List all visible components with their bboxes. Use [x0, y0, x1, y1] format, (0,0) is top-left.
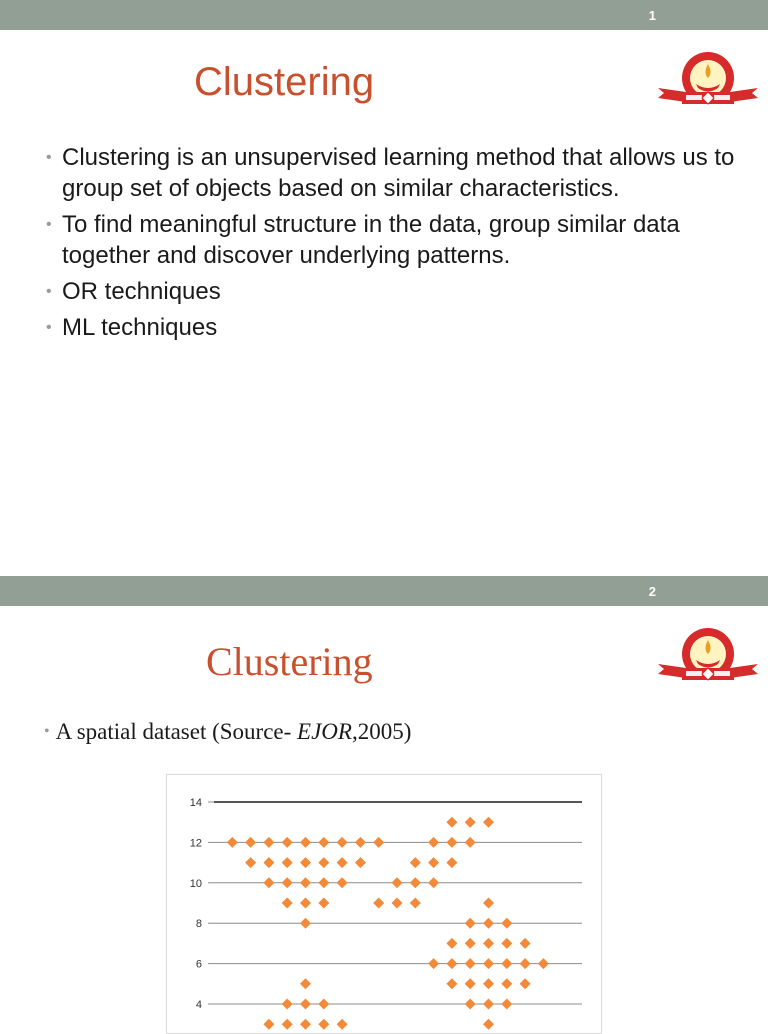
source-name: EJOR	[297, 719, 352, 744]
slide-number: 1	[648, 8, 656, 23]
list-item: • ML techniques	[46, 314, 218, 341]
slide-title: Clustering	[206, 639, 373, 684]
slide-title: Clustering	[194, 60, 375, 104]
slide-2	[0, 576, 768, 1024]
slide-header-bar	[0, 0, 768, 30]
slide-header-bar	[0, 576, 768, 606]
scatter-chart	[166, 774, 602, 1034]
bullet-dot-icon: •	[46, 149, 52, 166]
list-item: • OR techniques	[46, 278, 221, 305]
bullet-item: • A spatial dataset (Source- EJOR,2005)	[44, 719, 412, 744]
y-tick-label: 14	[189, 797, 202, 809]
chart-frame	[167, 775, 602, 1034]
y-tick-label: 10	[189, 877, 202, 890]
y-tick-label: 4	[195, 999, 202, 1011]
institute-emblem-icon	[656, 48, 760, 128]
y-tick-label: 6	[195, 958, 202, 971]
list-item: • To find meaningful structure in the data, group similar data together and discover underlying patterns.	[46, 211, 680, 269]
bullet-dot-icon: •	[44, 723, 50, 740]
list-item: • Clustering is an unsupervised learning method that allows us to group set of objects based on similar characteristics.	[46, 144, 735, 202]
bullet-dot-icon: •	[46, 283, 52, 300]
bullet-list	[44, 142, 744, 348]
bullet-dot-icon: •	[46, 216, 52, 233]
y-tick-label: 8	[195, 918, 202, 931]
bullet-dot-icon: •	[46, 319, 52, 336]
institute-emblem-icon	[656, 624, 760, 704]
y-tick-label: 12	[189, 837, 202, 850]
slide-number: 2	[648, 584, 656, 599]
